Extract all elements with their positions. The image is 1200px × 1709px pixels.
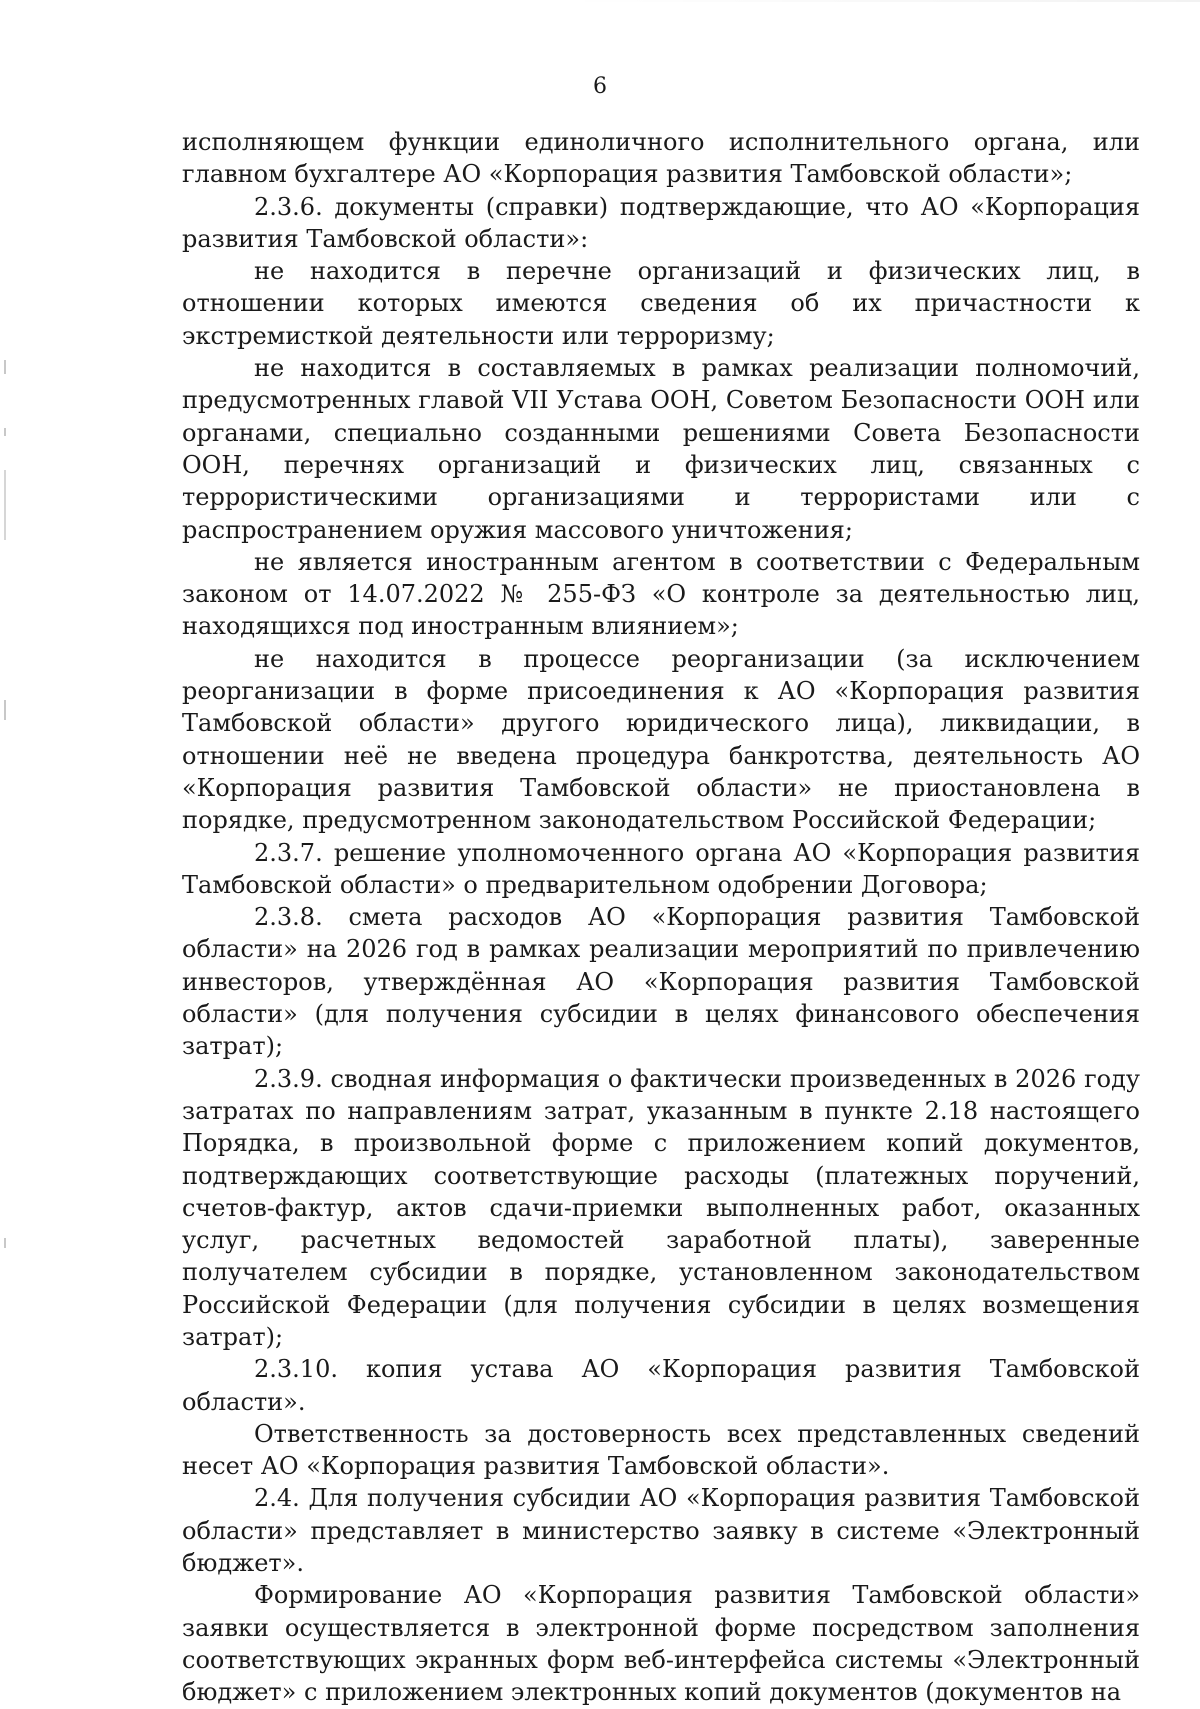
paragraph-continuation: исполняющем функции единоличного исполнительного органа, или главном бухгалтере АО «Корпорация развития Тамбовской области»;	[182, 128, 1140, 189]
paragraph-item-2-3-8: 2.3.8. смета расходов АО «Корпорация развития Тамбовской области» на 2026 год в рамках реализации мероприятий по привлечению инвесторов, утверждённая АО «Корпорация развития Тамбовской области» (для получения субсидии в целях финансового обеспечения затрат);	[182, 903, 1140, 1061]
paragraph-foreign-agent: не является иностранным агентом в соответствии с Федеральным законом от 14.07.2022 № 255-ФЗ «О контроле за деятельностью лиц, находящихся под иностранным влиянием»;	[182, 547, 1140, 641]
scan-mark	[4, 1238, 6, 1248]
page-number: 6	[593, 74, 607, 99]
paragraph-un-lists: не находится в составляемых в рамках реализации полномочий, предусмотренных главой VII Устава ООН, Советом Безопасности ООН или органами, специально созданными решениями Совета Безопасности ООН, перечнях организаций и физических лиц, связанных с террористическими организациями и террористами или с распространением оружия массового уничтожения;	[182, 354, 1140, 544]
scan-mark	[4, 700, 6, 720]
paragraph-extremism-list: не находится в перечне организаций и физических лиц, в отношении которых имеются сведения об их причастности к экстремисткой деятельности или терроризму;	[182, 257, 1140, 350]
paragraph-item-2-3-6: 2.3.6. документы (справки) подтверждающие, что АО «Корпорация развития Тамбовской области»:	[182, 192, 1140, 253]
scan-edge-shadow	[560, 0, 1200, 2]
paragraph-application-forming: Формирование АО «Корпорация развития Тамбовской области» заявки осуществляется в электронной форме посредством заполнения соответствующих экранных форм веб-интерфейса системы «Электронный бюджет» с приложением электронных копий документов (документов на	[182, 1581, 1140, 1707]
scan-mark	[4, 360, 6, 374]
scan-mark	[4, 470, 6, 540]
paragraph-item-2-4: 2.4. Для получения субсидии АО «Корпорация развития Тамбовской области» представляет в министерство заявку в системе «Электронный бюджет».	[182, 1484, 1140, 1578]
paragraph-item-2-3-10: 2.3.10. копия устава АО «Корпорация развития Тамбовской области».	[182, 1355, 1140, 1416]
scan-mark	[4, 428, 6, 436]
document-body	[182, 126, 1140, 1709]
paragraph-item-2-3-9: 2.3.9. сводная информация о фактически произведенных в 2026 году затратах по направлениям затрат, указанным в пункте 2.18 настоящего Порядка, в произвольной форме с приложением копий документов, подтверждающих соответствующие расходы (платежных поручений, счетов-фактур, актов сдачи-приемки выполненных работ, оказанных услуг, расчетных ведомостей заработной платы), заверенные получателем субсидии в порядке, установленном законодательством Российской Федерации (для получения субсидии в целях возмещения затрат);	[182, 1064, 1140, 1351]
paragraph-reorganization: не находится в процессе реорганизации (за исключением реорганизации в форме присоединения к АО «Корпорация развития Тамбовской области» другого юридического лица), ликвидации, в отношении неё не введена процедура банкротства, деятельность АО «Корпорация развития Тамбовской области» не приостановлена в порядке, предусмотренном законодательством Российской Федерации;	[182, 644, 1140, 835]
paragraph-responsibility: Ответственность за достоверность всех представленных сведений несет АО «Корпорация развития Тамбовской области».	[182, 1419, 1140, 1481]
paragraph-item-2-3-7: 2.3.7. решение уполномоченного органа АО «Корпорация развития Тамбовской области» о предварительном одобрении Договора;	[182, 838, 1140, 899]
